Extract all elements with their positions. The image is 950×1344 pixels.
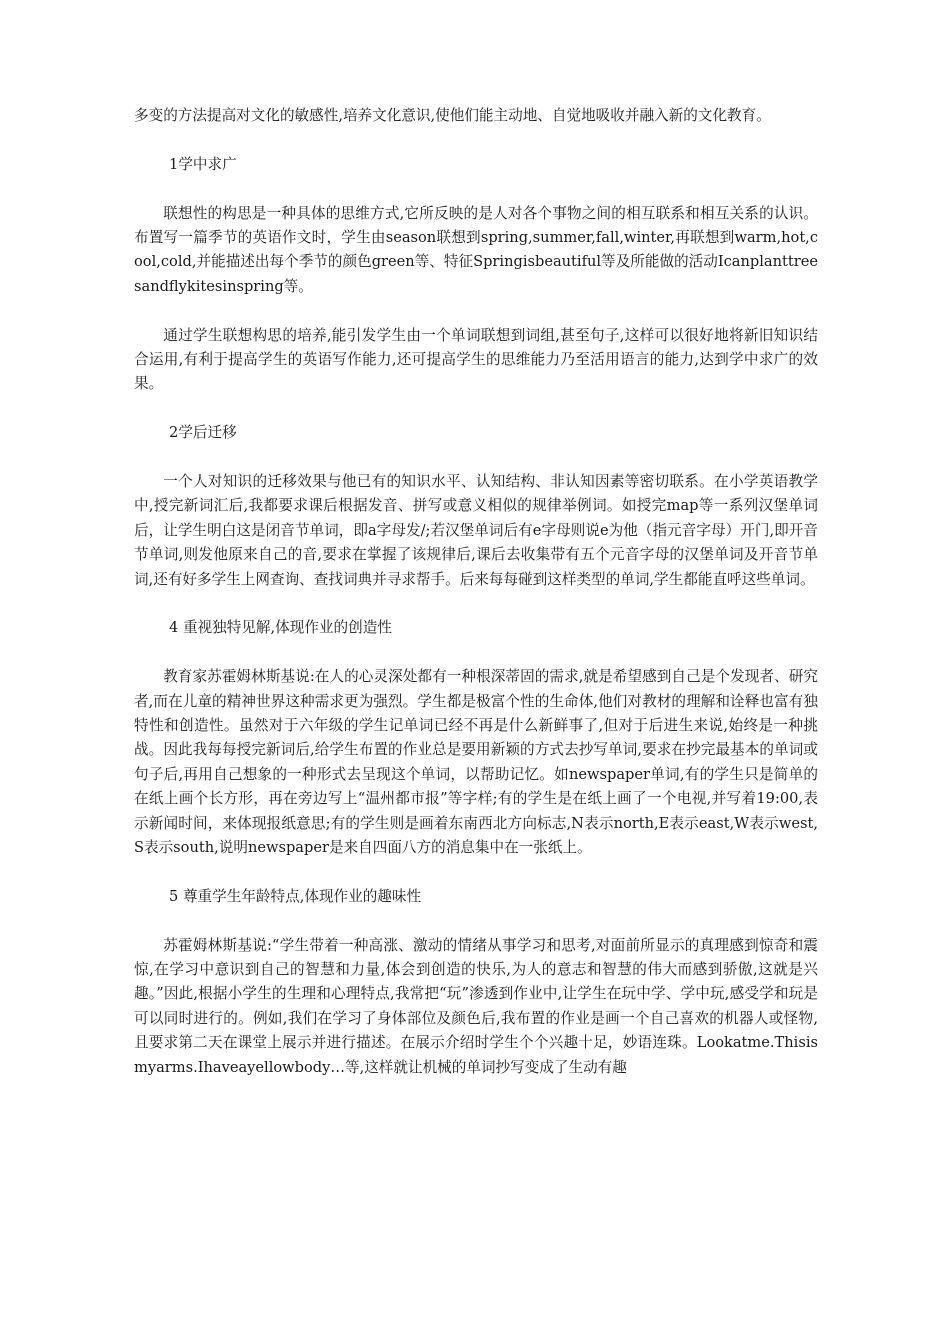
section-heading-5: 5 尊重学生年龄特点,体现作业的趣味性 xyxy=(169,887,422,905)
section-heading-2: 2学后迁移 xyxy=(169,424,237,442)
paragraph-transfer: 一个人对知识的迁移效果与他已有的知识水平、认知结构、非认知因素等密切联系。在小学英语教学中,授完新词汇后,我都要求课后根据发音、拼写或意义相似的规律举例词。如授完map等一系列汉堡单词后，让学生明白这是闭音节单词，即a字母发/;若汉堡单词后有e字母则说e为他（指元音字母）开门,即开音节单词,则发他原来自己的音,要求在掌握了该规律后,课后去收集带有五个元音字母的汉堡单词及开音节单词,还有好多学生上网查询、查找词典并寻求帮手。后来每每碰到这样类型的单词,学生都能直呼这些单词。 xyxy=(134,473,818,588)
paragraph-interest: 苏霍姆林斯基说:“学生带着一种高涨、激动的情绪从事学习和思考,对面前所显示的真理感到惊奇和震惊,在学习中意识到自己的智慧和力量,体会到创造的快乐,为人的意志和智慧的伟大而感到骄傲,这就是兴趣。”因此,根据小学生的生理和心理特点,我常把“玩”渗透到作业中,让学生在玩中学、学中玩,感受学和玩是可以同时进行的。例如,我们在学习了身体部位及颜色后,我布置的作业是画一个自己喜欢的机器人或怪物,且要求第二天在课堂上展示并进行描述。在展示介绍时学生个个兴趣十足，妙语连珠。Lookatme.Thisismyarms.Ihaveayellowbody…等,这样就让机械的单词抄写变成了生动有趣 xyxy=(134,936,818,1076)
paragraph-creativity: 教育家苏霍姆林斯基说:在人的心灵深处都有一种根深蒂固的需求,就是希望感到自己是个发现者、研究者,而在儿童的精神世界这种需求更为强烈。学生都是极富个性的生命体,他们对教材的理解和诠释也富有独特性和创造性。虽然对于六年级的学生记单词已经不再是什么新鲜事了,但对于后进生来说,始终是一种挑战。因此我每每授完新词后,给学生布置的作业总是要用新颖的方式去抄写单词,要求在抄完最基本的单词或句子后,再用自己想象的一种形式去呈现这个单词，以帮助记忆。如newspaper单词,有的学生只是简单的在纸上画个长方形，再在旁边写上“温州都市报”等字样;有的学生是在纸上画了一个电视,并写着19:00,表示新闻时间，来体现报纸意思;有的学生则是画着东南西北方向标志,N表示north,E表示east,W表示west,S表示south,说明newspaper是来自四面八方的消息集中在一张纸上。 xyxy=(134,668,818,857)
paragraph-continuation: 多变的方法提高对文化的敏感性,培养文化意识,使他们能主动地、自觉地吸收并融入新的文化教育。 xyxy=(134,107,771,124)
paragraph-association-effect: 通过学生联想构思的培养,能引发学生由一个单词联想到词组,甚至句子,这样可以很好地将新旧知识结合运用,有利于提高学生的英语写作能力,还可提高学生的思维能力乃至活用语言的能力,达到学中求广的效果。 xyxy=(134,326,818,393)
section-heading-1: 1学中求广 xyxy=(169,155,237,173)
section-heading-4: 4 重视独特见解,体现作业的创造性 xyxy=(169,619,392,637)
paragraph-association: 联想性的构思是一种具体的思维方式,它所反映的是人对各个事物之间的相互联系和相互关系的认识。布置写一篇季节的英语作文时，学生由season联想到spring,summer,fall,winter,再联想到warm,hot,cool,cold,并能描述出每个季节的颜色green等、特征Springisbeautiful等及所能做的活动Icanplanttreesandflykitesinspring等。 xyxy=(134,204,818,295)
document-page xyxy=(134,104,818,1105)
